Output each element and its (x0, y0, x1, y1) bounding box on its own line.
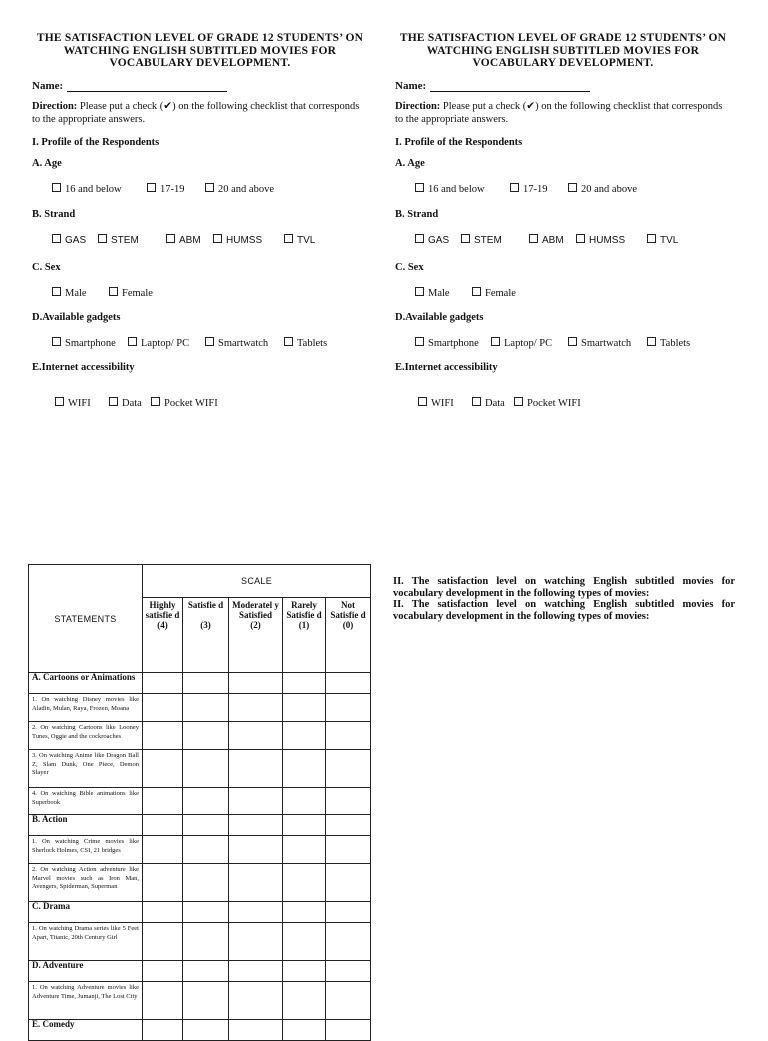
checkbox[interactable] (205, 337, 214, 346)
rating-cell[interactable] (229, 788, 283, 815)
gadget-option[interactable]: Smartwatch (205, 337, 268, 349)
category-row (29, 961, 371, 982)
rating-cell[interactable] (229, 864, 283, 902)
checkbox[interactable] (510, 183, 519, 192)
category-label: A. Cartoons or Animations (29, 673, 143, 694)
rating-cell[interactable] (143, 864, 183, 902)
rating-cell[interactable] (183, 750, 229, 788)
gadget-option[interactable]: Tablets (647, 337, 690, 349)
checkbox[interactable] (52, 337, 61, 346)
age-option[interactable]: 20 and above (205, 183, 274, 195)
rating-cell[interactable] (183, 694, 229, 722)
sex-option[interactable]: Male (415, 287, 450, 299)
rating-cell[interactable] (229, 694, 283, 722)
statement-text: 1. On watching Drama series like 5 Feet Apart, Titanic, 20th Century Girl (29, 923, 143, 961)
rating-cell[interactable] (183, 722, 229, 750)
scale-header: SCALE (143, 565, 371, 598)
statement-text: 1. On watching Adventure movies like Adventure Time, Jumanji, The Lost City (29, 982, 143, 1020)
checkbox[interactable] (461, 234, 470, 243)
rating-cell[interactable] (143, 836, 183, 864)
rating-cell[interactable] (283, 982, 326, 1020)
age-heading: A. Age (395, 158, 425, 169)
checkbox[interactable] (568, 337, 577, 346)
age-option[interactable]: 16 and below (415, 183, 485, 195)
strand-option[interactable]: HUMSS (576, 234, 625, 246)
part2-block (393, 576, 735, 622)
gadget-option[interactable]: Laptop/ PC (491, 337, 552, 349)
checkbox[interactable] (415, 183, 424, 192)
table-row (29, 836, 371, 864)
name-label: Name: (32, 80, 64, 92)
direction-label: Direction: (395, 101, 441, 112)
checkbox[interactable] (472, 287, 481, 296)
rating-cell[interactable] (326, 864, 371, 902)
table-row (29, 864, 371, 902)
rating-cell[interactable] (326, 750, 371, 788)
rating-cell[interactable] (229, 836, 283, 864)
checkbox[interactable] (647, 337, 656, 346)
direction-label: Direction: (32, 101, 78, 112)
strand-option[interactable]: TVL (284, 234, 315, 246)
internet-option[interactable]: WIFI (418, 397, 454, 409)
rating-cell[interactable] (229, 982, 283, 1020)
direction-text (32, 101, 362, 126)
rating-cell[interactable] (283, 923, 326, 961)
rating-cell[interactable] (326, 788, 371, 815)
internet-option[interactable]: Pocket WIFI (151, 397, 218, 409)
scale-column-header: Highly satisfie d (4) (143, 598, 183, 673)
rating-cell[interactable] (183, 836, 229, 864)
rating-cell[interactable] (326, 982, 371, 1020)
rating-cell[interactable] (143, 788, 183, 815)
satisfaction-table (28, 564, 371, 1041)
rating-cell[interactable] (326, 836, 371, 864)
name-field (395, 80, 590, 92)
scale-column-header: Not Satisfie d (0) (326, 598, 371, 673)
age-option[interactable]: 20 and above (568, 183, 637, 195)
rating-cell[interactable] (143, 982, 183, 1020)
gadget-option[interactable]: Smartwatch (568, 337, 631, 349)
age-option[interactable]: 17-19 (510, 183, 548, 195)
rating-cell[interactable] (143, 923, 183, 961)
checkbox[interactable] (98, 234, 107, 243)
checkbox[interactable] (647, 234, 656, 243)
checkbox[interactable] (568, 183, 577, 192)
scale-column-header: Rarely Satisfie d (1) (283, 598, 326, 673)
rating-cell[interactable] (143, 750, 183, 788)
rating-cell[interactable] (143, 694, 183, 722)
checkbox[interactable] (284, 234, 293, 243)
age-heading: A. Age (32, 158, 62, 169)
checkbox[interactable] (491, 337, 500, 346)
checkbox[interactable] (576, 234, 585, 243)
internet-option[interactable]: Pocket WIFI (514, 397, 581, 409)
statement-text: 1. On watching Disney movies like Aladin, Mulan, Raya, Frozen, Moana (29, 694, 143, 722)
checkbox[interactable] (514, 397, 523, 406)
gadget-option[interactable]: Smartphone (52, 337, 116, 349)
category-row (29, 902, 371, 923)
checkbox[interactable] (128, 337, 137, 346)
strand-option[interactable]: STEM (461, 234, 502, 246)
rating-cell[interactable] (143, 722, 183, 750)
gadget-option[interactable]: Tablets (284, 337, 327, 349)
statement-text: 4. On watching Bible animations like Superbook (29, 788, 143, 815)
rating-cell[interactable] (183, 864, 229, 902)
checkbox[interactable] (472, 397, 481, 406)
statement-text: 2. On watching Action adventure like Marvel movies such as Iron Man, Avengers, Spiderman, Superman (29, 864, 143, 902)
direction-text (395, 101, 725, 126)
strand-option[interactable]: STEM (98, 234, 139, 246)
statement-text: 3. On watching Anime like Dragon Ball Z, Slam Dunk, One Piece, Demon Slayer (29, 750, 143, 788)
direction-body: Please put a check (✔) on the following checklist that corresponds to the appropriate answers. (32, 101, 360, 125)
name-field (32, 80, 227, 92)
internet-option[interactable]: Data (109, 397, 142, 409)
statements-header: STATEMENTS (29, 565, 143, 673)
rating-cell[interactable] (283, 836, 326, 864)
checkbox[interactable] (151, 397, 160, 406)
checkbox[interactable] (55, 397, 64, 406)
strand-option[interactable]: ABM (529, 234, 564, 246)
category-label: E. Comedy (29, 1020, 143, 1041)
scale-column-header: Moderatel y Satisfied (2) (229, 598, 283, 673)
sex-heading: C. Sex (32, 262, 61, 273)
rating-cell[interactable] (326, 694, 371, 722)
strand-heading: B. Strand (395, 209, 439, 220)
sex-option[interactable]: Female (472, 287, 516, 299)
category-row (29, 815, 371, 836)
strand-heading: B. Strand (32, 209, 76, 220)
checkbox[interactable] (529, 234, 538, 243)
table-row (29, 923, 371, 961)
checkbox[interactable] (52, 234, 61, 243)
rating-cell[interactable] (283, 864, 326, 902)
name-blank-line[interactable] (67, 82, 227, 92)
section1-heading: I. Profile of the Respondents (32, 137, 160, 148)
checkbox[interactable] (418, 397, 427, 406)
table-row (29, 788, 371, 815)
statement-text: 1. On watching Crime movies like Sherlock Holmes, CSI, 21 bridges (29, 836, 143, 864)
checkbox[interactable] (205, 183, 214, 192)
rating-cell[interactable] (183, 788, 229, 815)
rating-cell[interactable] (326, 722, 371, 750)
checkbox[interactable] (415, 234, 424, 243)
part2-heading-duplicate: II. The satisfaction level on watching English subtitled movies for vocabulary development in the following types of movies: (393, 599, 735, 622)
rating-cell[interactable] (229, 750, 283, 788)
internet-option[interactable]: Data (472, 397, 505, 409)
rating-cell[interactable] (283, 750, 326, 788)
strand-option[interactable]: GAS (415, 234, 449, 246)
rating-cell[interactable] (283, 694, 326, 722)
checkbox[interactable] (109, 397, 118, 406)
rating-cell[interactable] (283, 788, 326, 815)
strand-option[interactable]: HUMSS (213, 234, 262, 246)
checkbox[interactable] (166, 234, 175, 243)
rating-cell[interactable] (283, 722, 326, 750)
scale-column-header: Satisfie d (3) (183, 598, 229, 673)
table-row (29, 982, 371, 1020)
checkbox[interactable] (52, 287, 61, 296)
internet-option[interactable]: WIFI (55, 397, 91, 409)
checkbox[interactable] (52, 183, 61, 192)
internet-heading: E.Internet accessibility (395, 362, 498, 373)
category-label: B. Action (29, 815, 143, 836)
gadgets-heading: D.Available gadgets (32, 312, 121, 323)
checkbox[interactable] (147, 183, 156, 192)
age-option[interactable]: 16 and below (52, 183, 122, 195)
strand-option[interactable]: ABM (166, 234, 201, 246)
strand-option[interactable]: TVL (647, 234, 678, 246)
direction-body: Please put a check (✔) on the following checklist that corresponds to the appropriate answers. (395, 101, 723, 125)
internet-heading: E.Internet accessibility (32, 362, 135, 373)
checkbox[interactable] (415, 287, 424, 296)
section1-heading: I. Profile of the Respondents (395, 137, 523, 148)
name-blank-line[interactable] (430, 82, 590, 92)
part2-heading: II. The satisfaction level on watching English subtitled movies for vocabulary development in the following types of movies: (393, 576, 735, 599)
table-row (29, 722, 371, 750)
category-label: C. Drama (29, 902, 143, 923)
form-title: THE SATISFACTION LEVEL OF GRADE 12 STUDENTS’ ON WATCHING ENGLISH SUBTITLED MOVIES FOR VOCABULARY DEVELOPMENT. (36, 32, 364, 69)
gadget-option[interactable]: Smartphone (415, 337, 479, 349)
statement-text: 2. On watching Cartoons like Looney Tunes, Oggie and the cockroaches (29, 722, 143, 750)
checkbox[interactable] (109, 287, 118, 296)
name-label: Name: (395, 80, 427, 92)
checkbox[interactable] (415, 337, 424, 346)
checkbox[interactable] (284, 337, 293, 346)
sex-heading: C. Sex (395, 262, 424, 273)
checkbox[interactable] (213, 234, 222, 243)
sex-option[interactable]: Female (109, 287, 153, 299)
strand-option[interactable]: GAS (52, 234, 86, 246)
rating-cell[interactable] (183, 923, 229, 961)
form-title: THE SATISFACTION LEVEL OF GRADE 12 STUDENTS’ ON WATCHING ENGLISH SUBTITLED MOVIES FOR VOCABULARY DEVELOPMENT. (399, 32, 727, 69)
category-label: D. Adventure (29, 961, 143, 982)
gadget-option[interactable]: Laptop/ PC (128, 337, 189, 349)
sex-option[interactable]: Male (52, 287, 87, 299)
rating-cell[interactable] (229, 722, 283, 750)
table-row (29, 694, 371, 722)
age-option[interactable]: 17-19 (147, 183, 185, 195)
rating-cell[interactable] (183, 982, 229, 1020)
rating-cell[interactable] (229, 923, 283, 961)
table-row (29, 750, 371, 788)
category-row (29, 1020, 371, 1041)
gadgets-heading: D.Available gadgets (395, 312, 484, 323)
rating-cell[interactable] (326, 923, 371, 961)
category-row (29, 673, 371, 694)
